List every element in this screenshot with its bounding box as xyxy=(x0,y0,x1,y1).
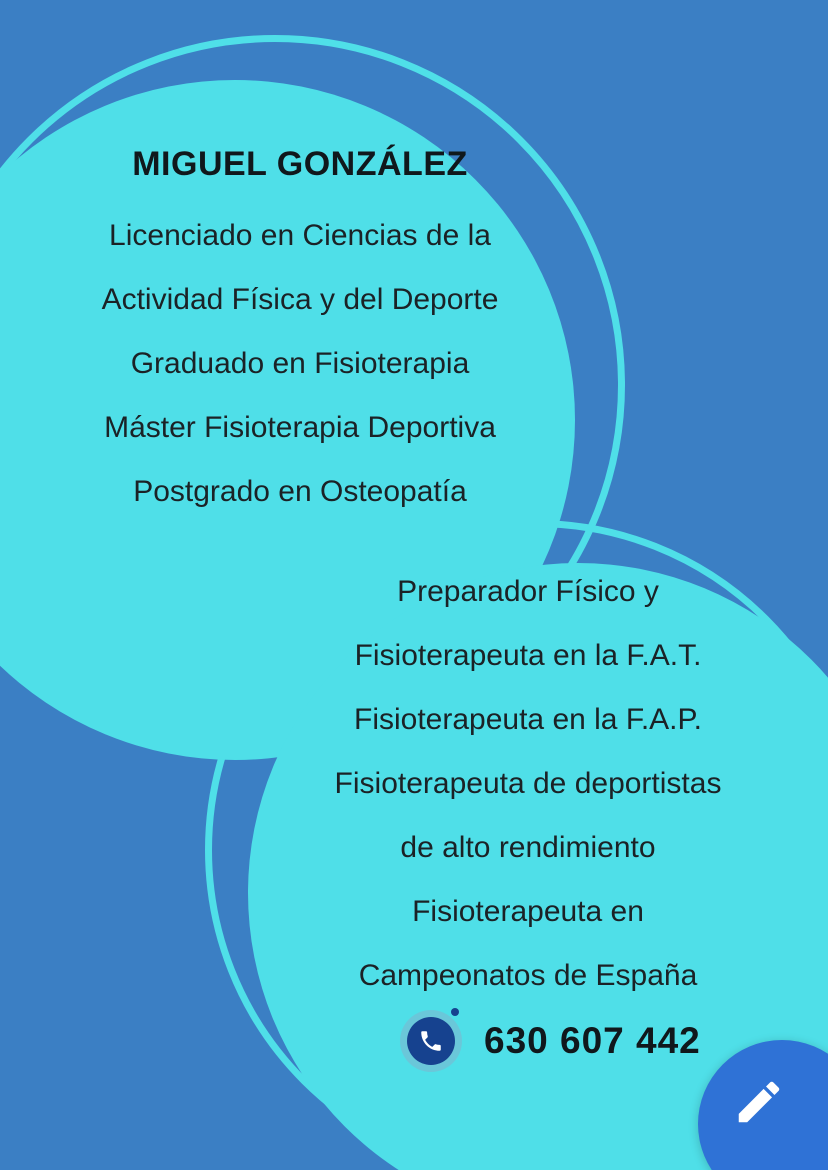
compose-pencil-icon xyxy=(732,1075,786,1129)
experience-line: Fisioterapeuta en la F.A.P. xyxy=(354,703,702,736)
experience-line: Campeonatos de España xyxy=(358,959,698,992)
experience-line: Preparador Físico y xyxy=(397,575,659,608)
credential-line: Licenciado en Ciencias de la xyxy=(109,219,491,252)
experience-line: Fisioterapeuta de deportistas xyxy=(334,767,722,800)
credential-line: Postgrado en Osteopatía xyxy=(133,475,467,508)
phone-icon xyxy=(400,1010,462,1072)
credential-line: Actividad Física y del Deporte xyxy=(101,283,499,316)
page-title: MIGUEL GONZÁLEZ xyxy=(132,145,468,183)
credential-line: Graduado en Fisioterapia xyxy=(130,347,470,380)
experience-line: Fisioterapeuta en xyxy=(412,895,644,928)
experience-block xyxy=(228,560,828,1008)
experience-line: de alto rendimiento xyxy=(400,831,656,864)
phone-contact[interactable] xyxy=(400,1010,701,1072)
credentials-block xyxy=(0,145,600,524)
experience-line: Fisioterapeuta en la F.A.T. xyxy=(354,639,702,672)
credential-line: Máster Fisioterapia Deportiva xyxy=(104,411,496,444)
phone-number[interactable]: 630 607 442 xyxy=(484,1020,701,1061)
